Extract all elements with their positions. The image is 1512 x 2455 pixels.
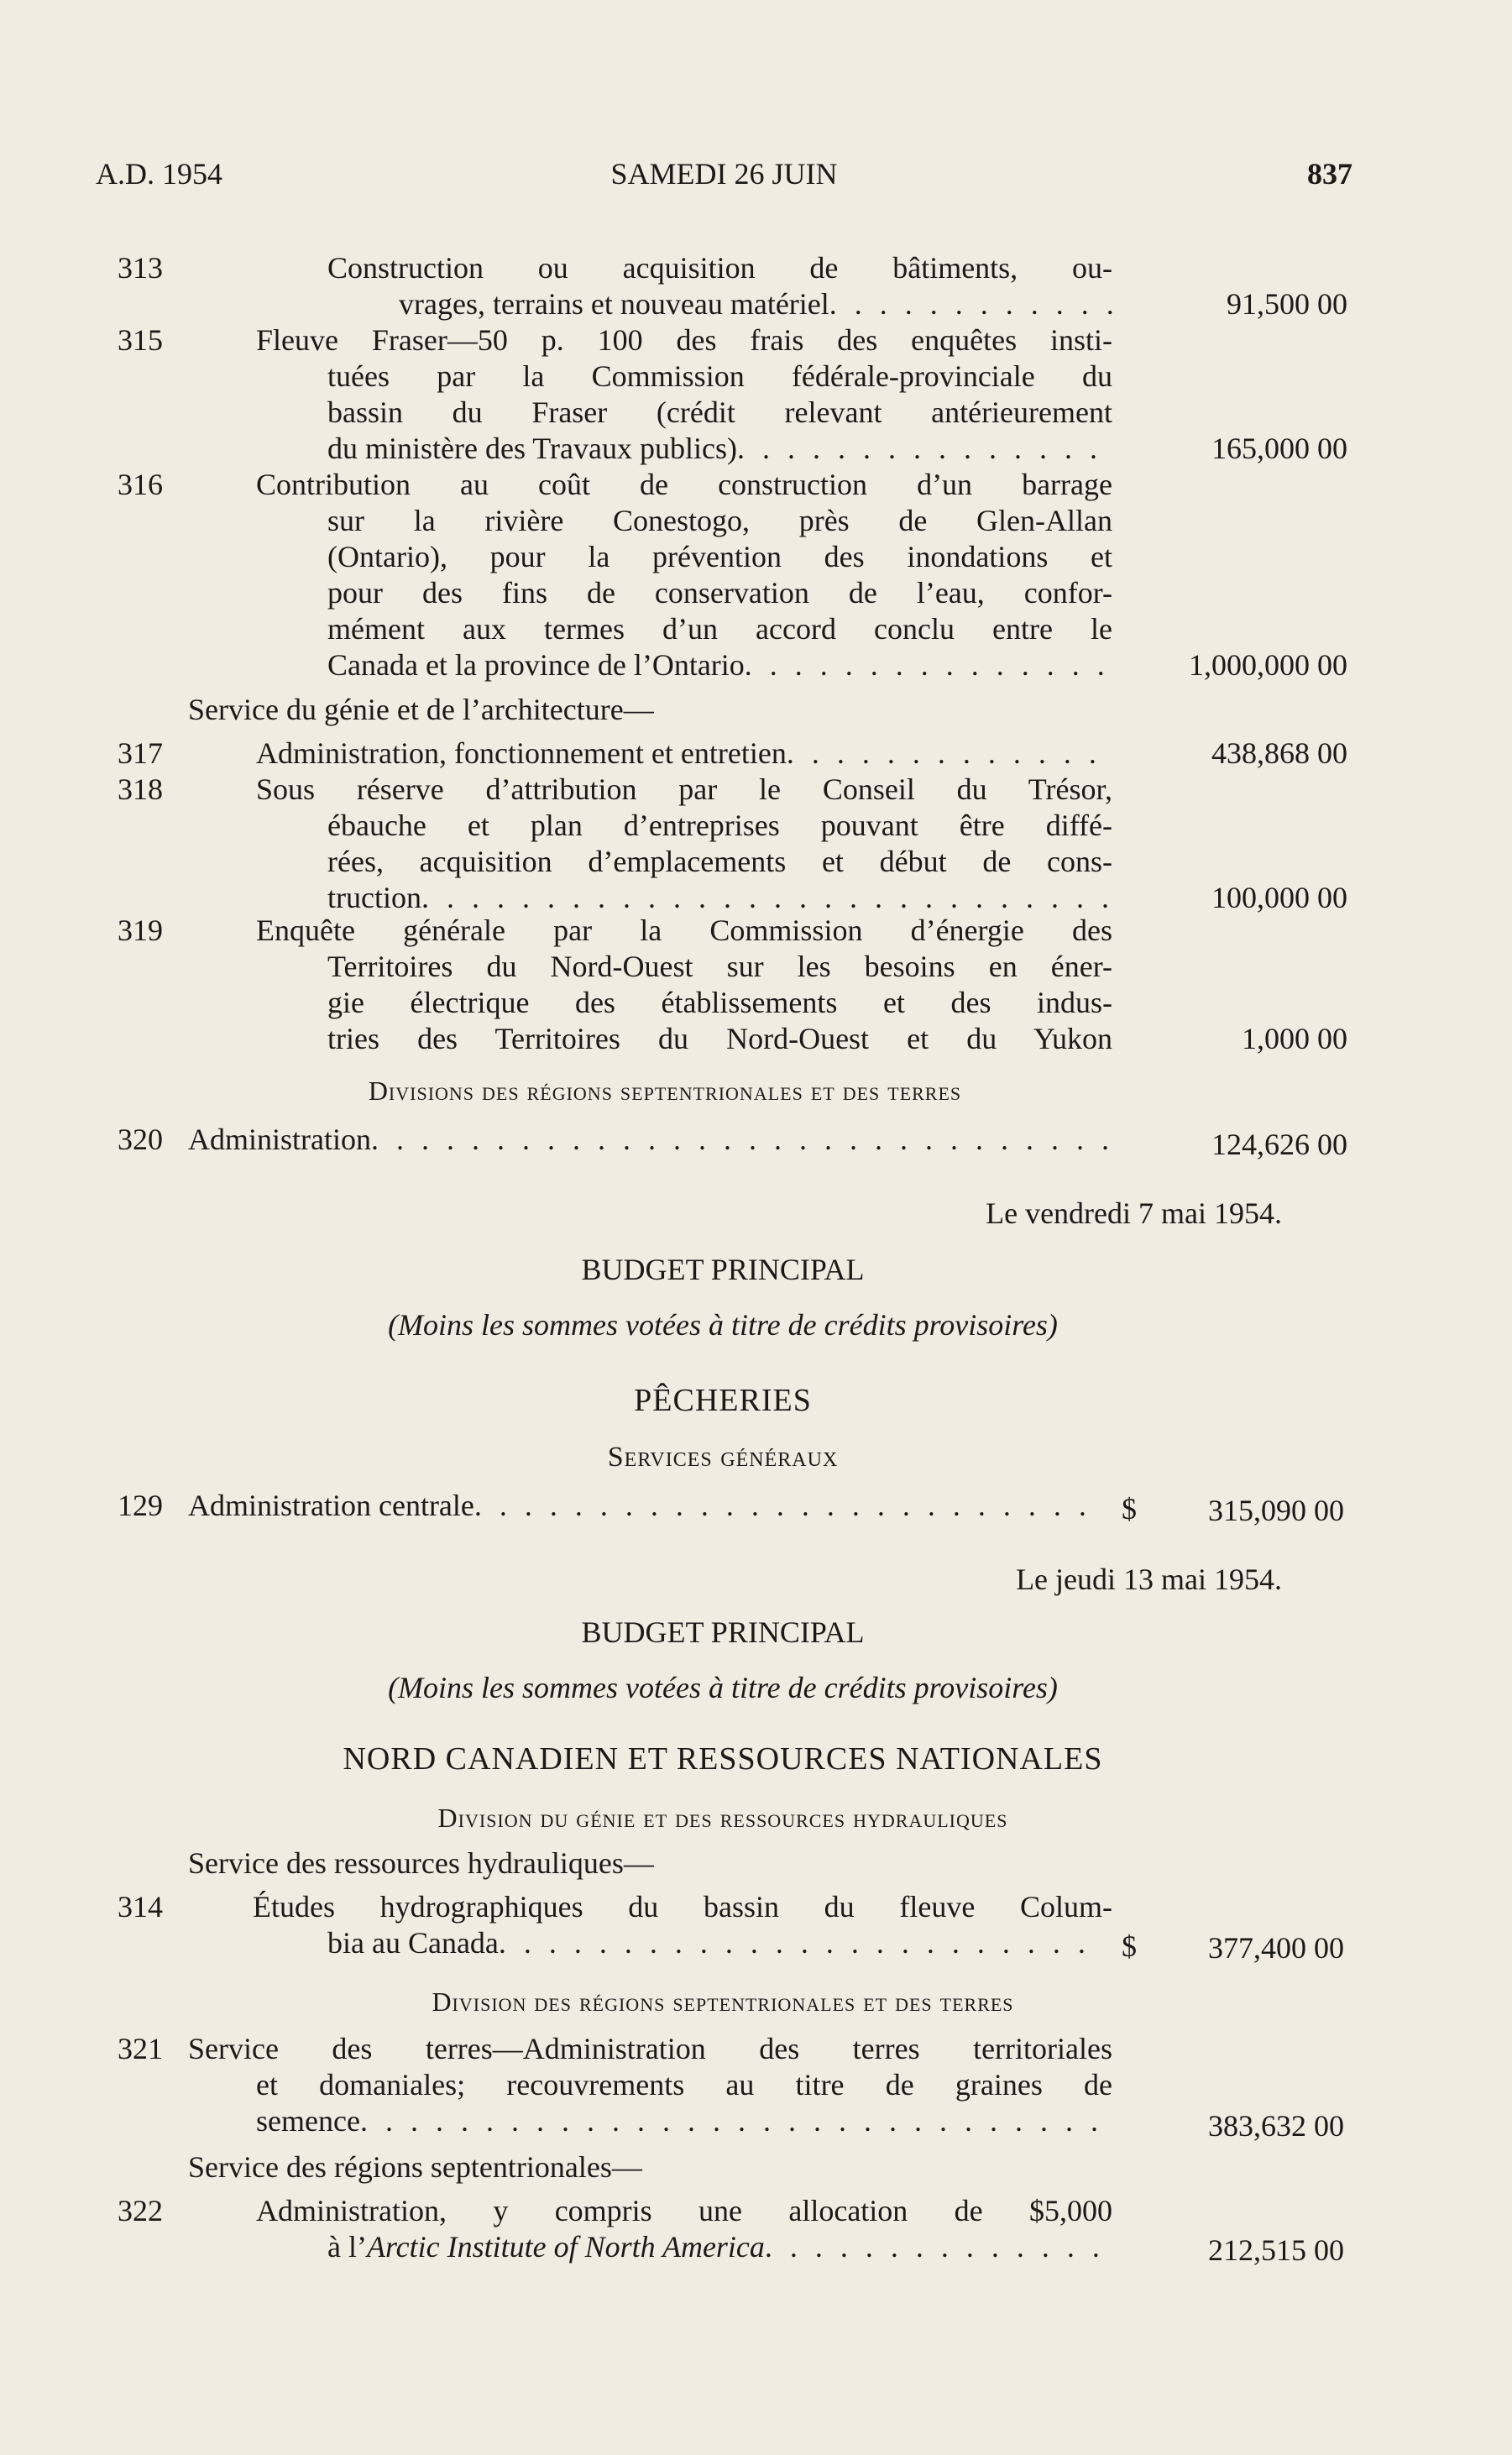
item-number: 314: [118, 1890, 163, 1924]
item-text-line: Contribution au coût de construction d’un barrage: [256, 468, 1112, 501]
item-number: 320: [118, 1123, 163, 1156]
section-subtitle: (Moins les sommes votées à titre de crédits provisoires): [388, 1308, 1058, 1342]
page-header: [96, 156, 1352, 198]
page-number: 837: [1307, 157, 1352, 191]
item-text-line: tries des Territoires du Nord-Ouest et du Yukon: [327, 1022, 1112, 1055]
item-number: 129: [118, 1489, 163, 1522]
item-number: 318: [118, 772, 163, 806]
header-year: A.D. 1954: [96, 157, 222, 191]
date-line: Le vendredi 7 mai 1954.: [986, 1196, 1282, 1230]
item-amount: 165,000 00: [1211, 432, 1347, 465]
item-text-line: tuées par la Commission fédérale-provinciale du: [327, 359, 1112, 393]
subheading-text: Service des ressources hydrauliques—: [188, 1846, 654, 1880]
item-amount: 377,400 00: [1208, 1931, 1344, 1965]
item-text-line: bassin du Fraser (crédit relevant antérieurement: [327, 395, 1112, 429]
dollar-sign: $: [1122, 1492, 1137, 1526]
item-text-line: rées, acquisition d’emplacements et début de cons-: [327, 845, 1112, 878]
department-heading: PÊCHERIES: [634, 1383, 812, 1418]
division-heading: Divisions des régions septentrionales et des terres: [368, 1076, 962, 1106]
item-text-line: Administration, y compris une allocation de $5,000: [256, 2194, 1112, 2227]
header-date: SAMEDI 26 JUIN: [610, 157, 838, 191]
item-text-line: Territoires du Nord-Ouest sur les besoins en éner-: [327, 950, 1112, 983]
section-title: BUDGET PRINCIPAL: [581, 1253, 865, 1286]
item-text-line: vrages, terrains et nouveau matériel . . .: [327, 286, 1112, 322]
department-heading: NORD CANADIEN ET RESSOURCES NATIONALES: [343, 1741, 1103, 1777]
item-amount: 315,090 00: [1208, 1494, 1344, 1527]
item-text-line: pour des fins de conservation de l’eau, confor-: [327, 576, 1112, 610]
section-subtitle: (Moins les sommes votées à titre de crédits provisoires): [388, 1671, 1058, 1704]
item-text-line: Administration centrale . . .: [188, 1488, 1099, 1524]
item-text-line: (Ontario), pour la prévention des inondations et: [327, 540, 1112, 573]
section-title: BUDGET PRINCIPAL: [581, 1615, 865, 1649]
item-text-line: Sous réserve d’attribution par le Conseil du Trésor,: [256, 772, 1112, 806]
item-amount: 100,000 00: [1211, 881, 1347, 914]
subheading-text: Service des régions septentrionales—: [188, 2150, 642, 2184]
item-text-line: Administration, fonctionnement et entretien . . .: [256, 735, 1112, 772]
item-text-line: et domaniales; recouvrements au titre de graines de: [256, 2068, 1112, 2102]
item-amount: 383,632 00: [1208, 2109, 1344, 2143]
item-number: 315: [118, 323, 163, 357]
item-amount: 91,500 00: [1227, 287, 1347, 321]
division-heading: Services généraux: [607, 1442, 839, 1473]
item-text-line: Service des terres—Administration des terres territoriales: [188, 2032, 1112, 2065]
item-text-line: gie électrique des établissements et des indus-: [327, 986, 1112, 1019]
item-text-line: Canada et la province de l’Ontario . . .: [327, 647, 1112, 683]
item-text-line: mément aux termes d’un accord conclu entre le: [327, 612, 1112, 646]
item-text-line: semence . . .: [256, 2103, 1112, 2139]
subheading-text: Service du génie et de l’architecture—: [188, 693, 654, 726]
item-text-line: à l’ Arctic Institute of North America . . .: [327, 2229, 1112, 2265]
dollar-sign: $: [1122, 1929, 1137, 1963]
item-text-line: Enquête générale par la Commission d’énergie des: [256, 913, 1112, 947]
item-number: 322: [118, 2194, 163, 2227]
item-number: 317: [118, 736, 163, 770]
item-amount: 438,868 00: [1211, 736, 1347, 770]
item-number: 313: [118, 251, 163, 285]
item-text-line: Construction ou acquisition de bâtiments, ou-: [327, 251, 1112, 285]
item-number: 316: [118, 468, 163, 501]
item-amount: 124,626 00: [1211, 1128, 1347, 1161]
date-line: Le jeudi 13 mai 1954.: [1016, 1563, 1282, 1596]
item-text-line: sur la rivière Conestogo, près de Glen-Allan: [327, 504, 1112, 537]
item-amount: 212,515 00: [1208, 2233, 1344, 2267]
item-amount: 1,000,000 00: [1189, 648, 1347, 682]
item-amount: 1,000 00: [1242, 1022, 1347, 1055]
item-text-line: ébauche et plan d’entreprises pouvant être diffé-: [327, 809, 1112, 842]
item-text-line: truction . . .: [327, 880, 1112, 916]
item-text-line: du ministère des Travaux publics) . . .: [327, 431, 1112, 467]
item-text-line: Études hydrographiques du bassin du fleuve Colum-: [253, 1890, 1112, 1924]
division-heading: Division des régions septentrionales et des terres: [432, 1987, 1014, 2017]
item-text-line: Administration . . .: [188, 1122, 1112, 1158]
division-heading: Division du génie et des ressources hydrauliques: [437, 1803, 1008, 1833]
item-number: 319: [118, 913, 163, 947]
item-text-line: bia au Canada . . .: [327, 1925, 1099, 1961]
item-number: 321: [118, 2032, 163, 2065]
item-text-line: Fleuve Fraser—50 p. 100 des frais des enquêtes insti-: [256, 323, 1112, 357]
